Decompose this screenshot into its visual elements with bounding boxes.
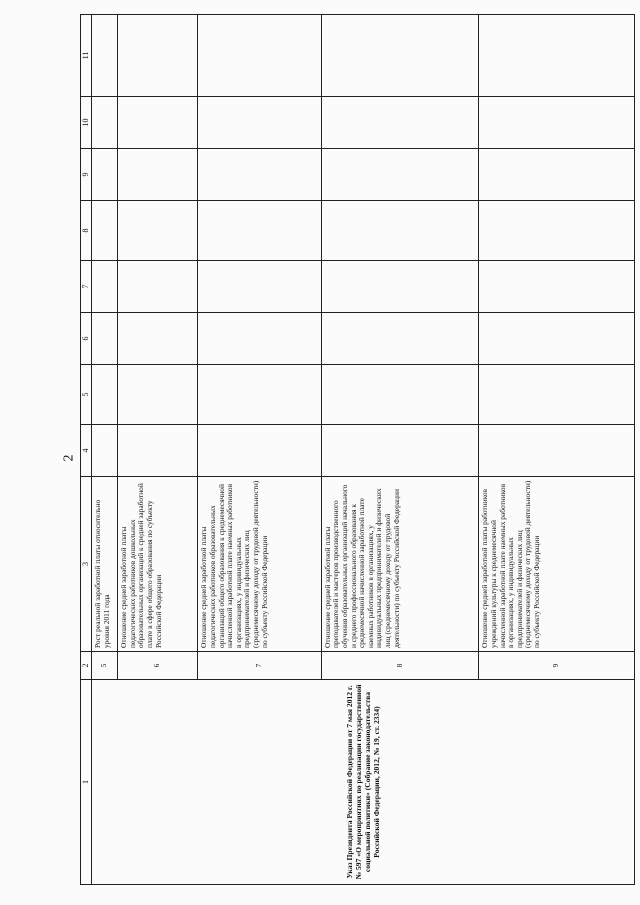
indicator-text: Отношение средней заработной платы преподавателей и мастеров производственного обучения образовательных организаций начального и среднего профессионального образования к среднемесячной начисленной заработной плате наемных работников в организациях, у индивидуальных предпринимателей и физических лиц (среднемесячному доходу от трудовой деятельности) по субъекту Российской Федерации xyxy=(321,477,479,652)
col-header: 10 xyxy=(81,97,92,149)
row-number: 9 xyxy=(479,652,635,680)
row-number: 7 xyxy=(198,652,321,680)
indicator-text: Отношение средней заработной платы работников учреждений культуры к среднемесячной начисленной заработной плате наемных работников в организациях, у индивидуальных предпринимателей и физических лиц (среднемесячному доходу от трудовой деятельности) по субъекту Российской Федерации xyxy=(479,477,635,652)
col-header: 1 xyxy=(81,680,92,885)
col-header: 4 xyxy=(81,425,92,477)
col-header: 3 xyxy=(81,477,92,652)
col-header: 11 xyxy=(81,15,92,97)
col-header: 6 xyxy=(81,313,92,365)
col-header: 2 xyxy=(81,652,92,680)
decree-cell: Указ Президента Российской Федерации от 7 мая 2012 г. № 597 «О мероприятиях по реализации государственной социальной политики» (Собрание законодательства Российской Федерации, 2012, № 19, ст. 2334) xyxy=(92,680,635,885)
indicators-table xyxy=(80,14,635,885)
header-row xyxy=(81,15,92,885)
indicator-text: Отношение средней заработной платы педагогических работников дошкольных образовательных организаций к средней заработной плате в сфере общего образования по субъекту Российской Федерации xyxy=(118,477,198,652)
row-number: 8 xyxy=(321,652,479,680)
col-header: 7 xyxy=(81,261,92,313)
page-number: 2 xyxy=(61,454,77,462)
row-number: 6 xyxy=(118,652,198,680)
table-row xyxy=(92,15,118,885)
col-header: 9 xyxy=(81,149,92,201)
indicator-text: Отношение средней заработной платы педагогических работников образовательных организаций общего образования к среднемесячной начисленной заработной плате наемных работников в организациях, у индивидуальных предпринимателей и физических лиц (среднемесячному доходу от трудовой деятельности) по субъекту Российской Федерации xyxy=(198,477,321,652)
indicator-text: Рост реальной заработной платы относительно уровня 2011 года xyxy=(92,477,118,652)
col-header: 8 xyxy=(81,201,92,261)
col-header: 5 xyxy=(81,365,92,425)
rotated-table-sheet xyxy=(80,15,635,885)
row-number: 5 xyxy=(92,652,118,680)
